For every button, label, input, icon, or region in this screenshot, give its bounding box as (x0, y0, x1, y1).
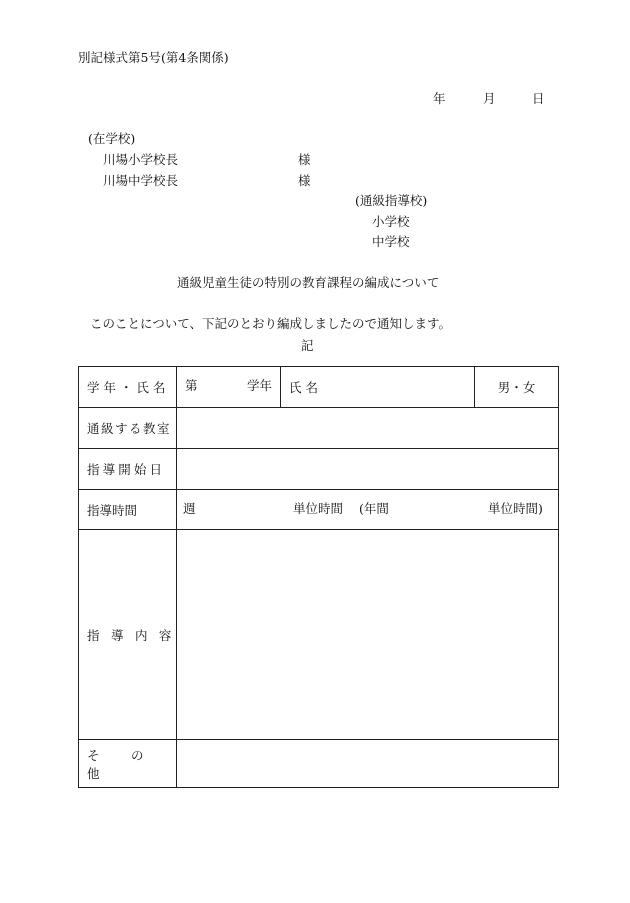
grade-name-label-text: 学 年 ・ 氏 名 (87, 380, 166, 395)
content-field[interactable] (177, 530, 559, 740)
sender-junior: 中学校 (372, 234, 410, 249)
other-row (79, 740, 559, 788)
ki-marker: 記 (301, 338, 314, 353)
hours-unit-yearly: 単位時間) (488, 500, 543, 516)
sender-elementary: 小学校 (372, 214, 410, 229)
content-row (79, 530, 559, 740)
hours-unit-weekly: 単位時間 (293, 500, 344, 516)
start-date-label-text: 指導開始日 (87, 462, 166, 477)
date-year: 年 (433, 91, 446, 106)
start-date-label (79, 449, 177, 490)
recipient-school-type: (在学校) (88, 131, 136, 146)
other-field[interactable] (177, 740, 559, 788)
document-title: 通級児童生徒の特別の教育課程の編成について (177, 275, 440, 290)
honorific-elementary: 様 (298, 152, 311, 167)
recipient-principal-elementary: 川場小学校長 (103, 152, 179, 167)
hours-label-text: 指導時間 (87, 502, 138, 518)
curriculum-form-table (78, 366, 559, 788)
form-number: 別記様式第5号(第4条関係) (78, 50, 229, 65)
classroom-label (79, 408, 177, 449)
gender-options: 男・女 (497, 380, 536, 395)
grade-cell[interactable] (177, 367, 281, 408)
other-label-text: そ の 他 (87, 747, 158, 781)
start-date-row (79, 449, 559, 490)
honorific-junior: 様 (298, 173, 311, 188)
student-name-cell[interactable] (281, 367, 475, 408)
sender-school-type: (通級指導校) (355, 193, 428, 208)
grade-name-label (79, 367, 177, 408)
gender-cell[interactable] (475, 367, 559, 408)
other-label (79, 740, 177, 788)
hours-row (79, 490, 559, 530)
date-month: 月 (483, 91, 496, 106)
grade-prefix: 第 (185, 378, 198, 393)
hours-label (79, 490, 177, 530)
hours-year-open: (年間 (359, 500, 389, 516)
hours-week: 週 (183, 500, 196, 516)
classroom-field[interactable] (177, 408, 559, 449)
intro-text: このことについて、下記のとおり編成しましたので通知します。 (90, 316, 452, 331)
grade-name-row (79, 367, 559, 408)
content-label-text: 指 導 内 容 (87, 627, 176, 643)
grade-suffix: 学年 (247, 378, 273, 393)
student-name-label: 氏 名 (289, 380, 318, 395)
content-label (79, 530, 177, 740)
classroom-label-text: 通級する教室 (87, 421, 172, 436)
hours-field[interactable] (177, 490, 559, 530)
date-day: 日 (532, 91, 545, 106)
recipient-principal-junior: 川場中学校長 (103, 173, 179, 188)
start-date-field[interactable] (177, 449, 559, 490)
classroom-row (79, 408, 559, 449)
